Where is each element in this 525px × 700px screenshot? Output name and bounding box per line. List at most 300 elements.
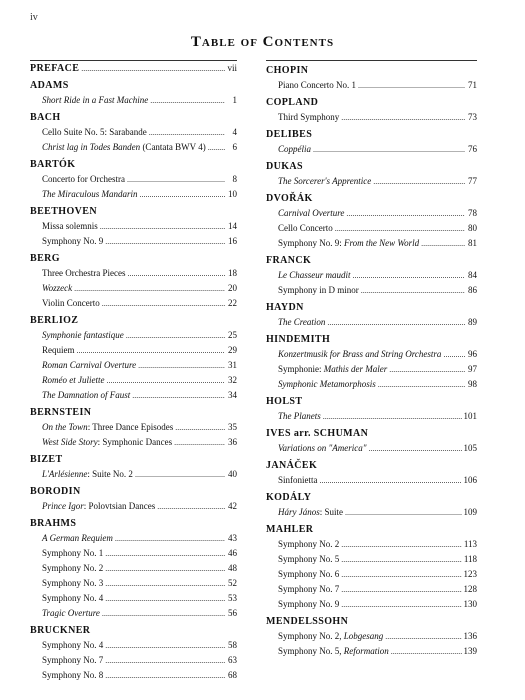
- dot-leader: [102, 296, 225, 311]
- composer-heading: BIZET: [30, 454, 63, 465]
- toc-entry[interactable]: [30, 576, 237, 591]
- entry-title-italic-part: A German Requiem: [42, 533, 113, 543]
- entry-page-number: 35: [228, 422, 237, 432]
- dot-leader: [105, 234, 225, 249]
- entry-title-italic-part: Háry János: [278, 507, 320, 517]
- toc-entry[interactable]: [266, 582, 477, 597]
- entry-page-number: 63: [228, 655, 237, 665]
- entry-title-italic-part: Konzertmusik for Brass and String Orchestra: [278, 349, 442, 359]
- entry-title: [278, 552, 339, 567]
- entry-title-part: Symphony No. 3: [42, 578, 104, 588]
- dot-leader: [135, 467, 225, 482]
- entry-title-part: Symphony in D minor: [278, 285, 359, 295]
- dot-leader: [389, 362, 465, 377]
- entry-title: [42, 358, 136, 373]
- toc-entry[interactable]: [266, 537, 477, 552]
- entry-page-number: 14: [228, 221, 237, 231]
- entry-page-number: 139: [463, 646, 477, 656]
- entry-page-number: 71: [468, 80, 477, 90]
- dot-leader: [320, 473, 462, 488]
- entry-title-part: Requiem: [42, 345, 75, 355]
- entry-title: [278, 206, 344, 221]
- toc-entry[interactable]: [266, 347, 477, 362]
- dot-leader: [132, 388, 225, 403]
- entry-page-number: 77: [468, 176, 477, 186]
- toc-entry[interactable]: [266, 110, 477, 125]
- dot-leader: [157, 499, 225, 514]
- composer-heading: BERLIOZ: [30, 315, 79, 326]
- toc-entry[interactable]: [266, 409, 477, 424]
- entry-page-number: 31: [228, 360, 237, 370]
- entry-title-part: Symphony No. 4: [42, 640, 104, 650]
- entry-title: [42, 343, 75, 358]
- entry-page-number: 58: [228, 640, 237, 650]
- dot-leader: [105, 638, 225, 653]
- entry-page-number: 52: [228, 578, 237, 588]
- entry-title-italic-part: Symphonie fantastique: [42, 330, 124, 340]
- entry-title-italic-part: The Damnation of Faust: [42, 390, 131, 400]
- entry-page-number: 8: [232, 174, 237, 184]
- toc-entry[interactable]: [266, 362, 477, 377]
- toc-left-list: [30, 61, 237, 683]
- toc-entry[interactable]: [266, 221, 477, 236]
- entry-title-part: Symphony No. 5,: [278, 646, 344, 656]
- toc-entry[interactable]: [30, 668, 237, 683]
- entry-title-part: Violin Concerto: [42, 298, 100, 308]
- entry-page-number: 18: [228, 268, 237, 278]
- entry-title-part: Symphony No. 8: [42, 670, 104, 680]
- dot-leader: [149, 125, 225, 140]
- entry-title: [42, 125, 147, 140]
- composer-heading: BEETHOVEN: [30, 206, 97, 217]
- dot-leader: [341, 582, 461, 597]
- entry-title-part: Cello Concerto: [278, 223, 333, 233]
- toc-entry[interactable]: [30, 638, 237, 653]
- entry-page-number: 105: [463, 443, 477, 453]
- dot-leader: [391, 644, 462, 659]
- entry-title-part: Third Symphony: [278, 112, 340, 122]
- entry-title-part: Symphony No. 7: [278, 584, 340, 594]
- toc-entry[interactable]: [266, 629, 477, 644]
- entry-title: [42, 638, 103, 653]
- composer-heading: HAYDN: [266, 302, 304, 313]
- entry-title: [278, 567, 339, 582]
- composer-heading: DVOŘÁK: [266, 193, 313, 204]
- entry-title: [278, 110, 339, 125]
- entry-page-number: 128: [463, 584, 477, 594]
- toc-entry[interactable]: [266, 505, 477, 520]
- entry-title: [42, 420, 173, 435]
- entry-page-number: 81: [468, 238, 477, 248]
- entry-page-number: 10: [228, 189, 237, 199]
- entry-title: [42, 435, 172, 450]
- entry-page-number: 56: [228, 608, 237, 618]
- entry-title: [42, 140, 206, 155]
- toc-entry[interactable]: [30, 343, 237, 358]
- entry-title: [42, 296, 100, 311]
- toc-left-column: [30, 60, 237, 683]
- toc-entry[interactable]: [266, 441, 477, 456]
- dot-leader: [378, 377, 465, 392]
- dot-leader: [105, 591, 225, 606]
- entry-title: [42, 576, 103, 591]
- entry-title: [278, 142, 311, 157]
- entry-title: [42, 388, 130, 403]
- entry-title: [278, 473, 318, 488]
- entry-page-number: 22: [228, 298, 237, 308]
- entry-title-part: Symphony No. 1: [42, 548, 104, 558]
- entry-page-number: 20: [228, 283, 237, 293]
- composer-heading: JANÁČEK: [266, 460, 318, 471]
- dot-leader: [361, 283, 465, 298]
- toc-entry[interactable]: [30, 531, 237, 546]
- entry-page-number: 68: [228, 670, 237, 680]
- composer-heading: BRUCKNER: [30, 625, 91, 636]
- toc-entry[interactable]: [30, 219, 237, 234]
- composer-heading: CHOPIN: [266, 65, 309, 76]
- toc-entry[interactable]: [30, 187, 237, 202]
- dot-leader: [313, 142, 465, 157]
- entry-title: [278, 597, 339, 612]
- entry-page-number: 89: [468, 317, 477, 327]
- dot-leader: [323, 409, 462, 424]
- composer-heading: BERG: [30, 253, 60, 264]
- entry-page-number: 29: [228, 345, 237, 355]
- entry-page-number: 118: [463, 554, 477, 564]
- dot-leader: [150, 93, 225, 108]
- entry-title: [42, 606, 100, 621]
- entry-page-number: 78: [468, 208, 477, 218]
- entry-title-part: Symphony No. 9: [278, 599, 340, 609]
- entry-title-italic-part: Variations on "America": [278, 443, 367, 453]
- entry-title: [42, 546, 103, 561]
- entry-title-part: Symphony No. 5: [278, 554, 340, 564]
- composer-heading: HINDEMITH: [266, 334, 331, 345]
- entry-title-italic-part: The Creation: [278, 317, 326, 327]
- entry-title-italic-part: Carnival Overture: [278, 208, 345, 218]
- entry-page-number: 109: [463, 507, 477, 517]
- entry-title-part: Symphonie:: [278, 364, 324, 374]
- toc-entry[interactable]: [30, 281, 237, 296]
- entry-title: [278, 78, 356, 93]
- dot-leader: [341, 597, 461, 612]
- entry-page-number: 96: [468, 349, 477, 359]
- entry-title-italic-part: From the New World: [344, 238, 420, 248]
- entry-title: [278, 644, 389, 659]
- entry-title-part: Symphony No. 2: [42, 563, 104, 573]
- toc-entry[interactable]: [30, 561, 237, 576]
- entry-title: [278, 283, 359, 298]
- dot-leader: [346, 206, 465, 221]
- entry-page-number: 130: [463, 599, 477, 609]
- entry-page-number: 106: [463, 475, 477, 485]
- dot-leader: [126, 328, 225, 343]
- entry-title-part: Symphony No. 2: [278, 539, 340, 549]
- entry-title: [278, 347, 441, 362]
- entry-page-number: vii: [227, 63, 237, 73]
- entry-title: [278, 629, 383, 644]
- toc-entry[interactable]: [30, 234, 237, 249]
- entry-title-part: Symphony No. 9: [42, 236, 104, 246]
- dot-leader: [127, 266, 225, 281]
- toc-right-list: [266, 61, 477, 659]
- toc-entry[interactable]: [266, 597, 477, 612]
- entry-title-italic-part: Reformation: [343, 646, 389, 656]
- entry-title: [42, 561, 103, 576]
- entry-title-part: Sinfonietta: [278, 475, 318, 485]
- entry-title: [278, 537, 339, 552]
- composer-heading: COPLAND: [266, 97, 319, 108]
- toc-entry-preface[interactable]: [30, 61, 237, 76]
- entry-title-part: : Three Dance Episodes: [87, 422, 174, 432]
- entry-title: [42, 281, 72, 296]
- dot-leader: [373, 174, 465, 189]
- entry-title: [42, 373, 104, 388]
- toc-entry[interactable]: [266, 552, 477, 567]
- entry-page-number: 101: [463, 411, 477, 421]
- toc-entry[interactable]: [30, 125, 237, 140]
- entry-title-part: Symphony No. 7: [42, 655, 104, 665]
- entry-title: [278, 505, 343, 520]
- toc-entry[interactable]: [30, 388, 237, 403]
- entry-title-italic-part: Lobgesang: [343, 631, 384, 641]
- toc-entry[interactable]: [266, 268, 477, 283]
- dot-leader: [140, 187, 226, 202]
- entry-title-part: Piano Concerto No. 1: [278, 80, 356, 90]
- dot-leader: [421, 236, 465, 251]
- entry-page-number: 113: [463, 539, 477, 549]
- entry-page-number: 48: [228, 563, 237, 573]
- toc-entry[interactable]: [30, 546, 237, 561]
- composer-heading: MAHLER: [266, 524, 314, 535]
- page-number: iv: [30, 12, 38, 23]
- entry-page-number: 123: [463, 569, 477, 579]
- entry-page-number: 73: [468, 112, 477, 122]
- dot-leader: [102, 606, 225, 621]
- entry-title: [42, 266, 125, 281]
- entry-title-part: Three Orchestra Pieces: [42, 268, 126, 278]
- entry-title: [278, 268, 351, 283]
- dot-leader: [105, 668, 225, 683]
- toc-entry[interactable]: [30, 499, 237, 514]
- dot-leader: [100, 219, 225, 234]
- entry-title: [42, 653, 103, 668]
- composer-heading: BARTÓK: [30, 159, 76, 170]
- dot-leader: [358, 78, 465, 93]
- entry-title-italic-part: L'Arlésienne: [42, 469, 88, 479]
- dot-leader: [208, 140, 225, 155]
- entry-title: [278, 315, 325, 330]
- dot-leader: [327, 315, 465, 330]
- composer-heading: DUKAS: [266, 161, 304, 172]
- entry-page-number: 86: [468, 285, 477, 295]
- entry-title-part: : Symphonic Dances: [97, 437, 173, 447]
- entry-title-italic-part: The Sorcerer's Apprentice: [278, 176, 372, 186]
- entry-title-part: : Polovtsian Dances: [83, 501, 156, 511]
- entry-title: [42, 219, 98, 234]
- entry-title-italic-part: West Side Story: [42, 437, 98, 447]
- entry-page-number: 6: [232, 142, 237, 152]
- entry-page-number: 98: [468, 379, 477, 389]
- entry-page-number: 136: [463, 631, 477, 641]
- toc-entry[interactable]: [266, 315, 477, 330]
- toc-entry[interactable]: [30, 435, 237, 450]
- entry-page-number: 53: [228, 593, 237, 603]
- toc-entry[interactable]: [30, 93, 237, 108]
- entry-title-part: Missa solemnis: [42, 221, 98, 231]
- entry-title: [42, 172, 125, 187]
- entry-title-part: Symphony No. 6: [278, 569, 340, 579]
- composer-heading: HOLST: [266, 396, 303, 407]
- toc-entry[interactable]: [266, 78, 477, 93]
- toc-entry[interactable]: [30, 172, 237, 187]
- entry-page-number: 40: [228, 469, 237, 479]
- composer-heading: DELIBES: [266, 129, 313, 140]
- entry-page-number: 46: [228, 548, 237, 558]
- toc-entry[interactable]: [30, 358, 237, 373]
- entry-page-number: 84: [468, 270, 477, 280]
- entry-title: PREFACE: [30, 63, 80, 74]
- entry-title: [42, 328, 124, 343]
- entry-title-italic-part: Roman Carnival Overture: [42, 360, 137, 370]
- toc-entry[interactable]: [266, 174, 477, 189]
- dot-leader: [175, 420, 225, 435]
- dot-leader: [115, 531, 225, 546]
- entry-page-number: 32: [228, 375, 237, 385]
- toc-entry[interactable]: [266, 283, 477, 298]
- toc-entry[interactable]: [30, 653, 237, 668]
- toc-entry[interactable]: [30, 328, 237, 343]
- entry-title: [278, 409, 321, 424]
- dot-leader: [369, 441, 462, 456]
- entry-title-italic-part: Coppélia: [278, 144, 311, 154]
- dot-leader: [106, 373, 225, 388]
- dot-leader: [353, 268, 465, 283]
- dot-leader: [105, 653, 225, 668]
- dot-leader: [443, 347, 465, 362]
- composer-heading: IVES arr. SCHUMAN: [266, 428, 369, 439]
- toc-entry[interactable]: [30, 591, 237, 606]
- toc-entry[interactable]: [266, 206, 477, 221]
- entry-title: [42, 668, 103, 683]
- entry-page-number: 42: [228, 501, 237, 511]
- entry-title: [278, 582, 339, 597]
- entry-title-italic-part: Mathis der Maler: [323, 364, 388, 374]
- dot-leader: [77, 343, 226, 358]
- composer-heading: BERNSTEIN: [30, 407, 92, 418]
- entry-title: [278, 221, 333, 236]
- dot-leader: [138, 358, 225, 373]
- toc-right-column: [266, 60, 477, 659]
- entry-title: [278, 441, 367, 456]
- composer-heading: MENDELSSOHN: [266, 616, 349, 627]
- toc-entry[interactable]: [30, 467, 237, 482]
- toc-entry[interactable]: [30, 420, 237, 435]
- composer-heading: ADAMS: [30, 80, 69, 91]
- entry-title: [42, 531, 113, 546]
- entry-title-italic-part: On the Town: [42, 422, 88, 432]
- dot-leader: [81, 61, 225, 76]
- entry-title-part: Symphony No. 2,: [278, 631, 344, 641]
- dot-leader: [105, 561, 225, 576]
- composer-heading: FRANCK: [266, 255, 312, 266]
- toc-entry[interactable]: [30, 296, 237, 311]
- composer-heading: BORODIN: [30, 486, 81, 497]
- toc-entry[interactable]: [30, 140, 237, 155]
- entry-title: [42, 591, 103, 606]
- entry-title-italic-part: Short Ride in a Fast Machine: [42, 95, 149, 105]
- entry-title: [42, 467, 133, 482]
- dot-leader: [341, 537, 462, 552]
- dot-leader: [105, 576, 225, 591]
- entry-page-number: 16: [228, 236, 237, 246]
- entry-page-number: 36: [228, 437, 237, 447]
- entry-title-italic-part: Wozzeck: [42, 283, 73, 293]
- entry-page-number: 1: [232, 95, 237, 105]
- toc-entry[interactable]: [266, 142, 477, 157]
- entry-title: [278, 377, 376, 392]
- dot-leader: [345, 505, 461, 520]
- composer-heading: BRAHMS: [30, 518, 77, 529]
- toc-entry[interactable]: [30, 606, 237, 621]
- entry-title: [278, 362, 387, 377]
- entry-title: [42, 499, 155, 514]
- entry-title-part: : Suite No. 2: [87, 469, 133, 479]
- entry-title-italic-part: Tragic Overture: [42, 608, 100, 618]
- entry-page-number: 76: [468, 144, 477, 154]
- dot-leader: [385, 629, 461, 644]
- toc-entry[interactable]: [266, 236, 477, 251]
- toc-entry[interactable]: [266, 377, 477, 392]
- toc-entry[interactable]: [30, 373, 237, 388]
- dot-leader: [341, 552, 462, 567]
- entry-title-italic-part: The Miraculous Mandarin: [42, 189, 138, 199]
- composer-heading: BACH: [30, 112, 61, 123]
- dot-leader: [335, 221, 465, 236]
- toc-entry[interactable]: [266, 644, 477, 659]
- entry-page-number: 43: [228, 533, 237, 543]
- entry-title-italic-part: Christ lag in Todes Banden: [42, 142, 141, 152]
- composer-heading: KODÁLY: [266, 492, 312, 503]
- entry-title: [42, 234, 103, 249]
- dot-leader: [174, 435, 225, 450]
- entry-title-italic-part: Le Chasseur maudit: [278, 270, 351, 280]
- toc-entry[interactable]: [266, 473, 477, 488]
- entry-title-part: (Cantata BWV 4): [140, 142, 206, 152]
- entry-page-number: 80: [468, 223, 477, 233]
- dot-leader: [341, 110, 465, 125]
- entry-title-part: Symphony No. 9:: [278, 238, 345, 248]
- dot-leader: [74, 281, 225, 296]
- entry-title: [42, 187, 138, 202]
- entry-title-italic-part: Prince Igor: [42, 501, 84, 511]
- entry-page-number: 34: [228, 390, 237, 400]
- page-title: Table of Contents: [190, 34, 335, 50]
- toc-entry[interactable]: [266, 567, 477, 582]
- entry-page-number: 25: [228, 330, 237, 340]
- entry-title-part: Concerto for Orchestra: [42, 174, 125, 184]
- entry-title: [278, 236, 419, 251]
- entry-title: [278, 174, 371, 189]
- entry-title: [42, 93, 148, 108]
- entry-title-part: Cello Suite No. 5: Sarabande: [42, 127, 147, 137]
- entry-title-part: : Suite: [319, 507, 344, 517]
- entry-title-italic-part: Roméo et Juliette: [42, 375, 105, 385]
- entry-page-number: 97: [468, 364, 477, 374]
- entry-page-number: 4: [232, 127, 237, 137]
- toc-entry[interactable]: [30, 266, 237, 281]
- entry-title-italic-part: The Planets: [278, 411, 321, 421]
